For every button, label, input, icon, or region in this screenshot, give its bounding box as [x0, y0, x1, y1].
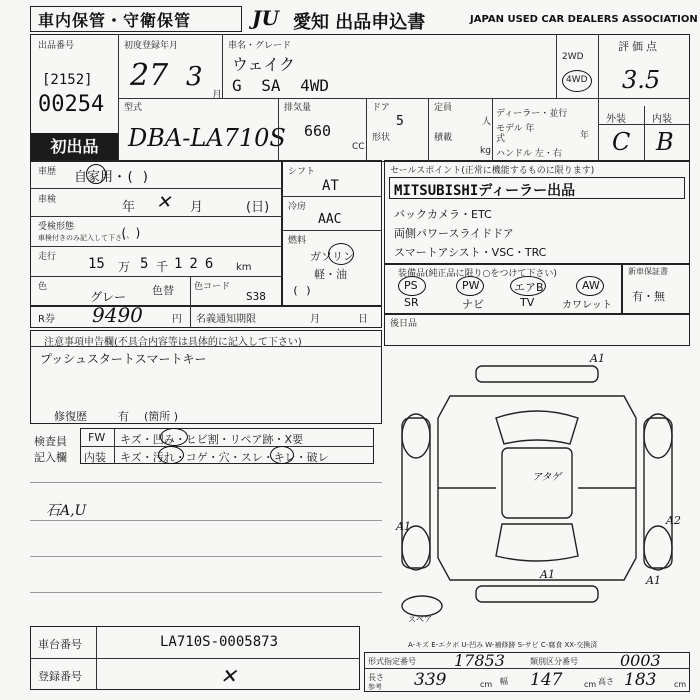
car-name: ウェイク — [232, 55, 296, 74]
shift-label: シフト — [288, 167, 316, 177]
height-label: 高さ — [598, 677, 614, 686]
height-value: 183 — [624, 670, 657, 690]
damage-legend: A-キズ E-エクボ U-凹み W-補修跡 S-サビ C-腐食 XX-交換済 — [408, 641, 598, 649]
rule-line — [30, 520, 382, 521]
divider — [598, 124, 690, 125]
type-no-label: 形式指定番号 — [368, 657, 416, 666]
fw-label: FW — [88, 431, 106, 444]
wheel-rear-right — [644, 526, 672, 570]
car-right-side — [644, 418, 672, 568]
fuel-paren: ( ) — [292, 284, 312, 297]
divider — [278, 98, 279, 162]
rule-line — [30, 556, 382, 557]
repair-label: 修復歴 — [54, 410, 87, 423]
repair-value: 有 — [118, 410, 129, 423]
width-label: 幅 — [500, 677, 508, 686]
selling-points-label: セールスポイント(正常に機能するものに限ります) — [390, 166, 595, 176]
exterior-label: 外装 — [606, 114, 626, 125]
checker-label-1: 検査員 — [34, 435, 67, 448]
selling-point-2: バックカメラ・ETC — [394, 208, 492, 221]
car-rear-window — [496, 524, 578, 561]
interior-label: 内装 — [652, 114, 672, 125]
mileage-rest: 126 — [174, 256, 221, 272]
checker-note: 石A,U — [46, 503, 87, 519]
aw-circle — [576, 276, 604, 296]
ps-circle — [398, 276, 426, 296]
width-unit: cm — [584, 680, 597, 689]
displacement-label: 排気量 — [284, 103, 312, 113]
shift-value: AT — [322, 178, 339, 194]
wheel-front-right — [644, 414, 672, 458]
divider — [30, 658, 360, 659]
registration-label: 初度登録年月 — [124, 41, 179, 51]
inspection-year-unit: 年 — [122, 200, 136, 215]
car-left-side — [402, 418, 430, 568]
car-windshield — [496, 411, 578, 444]
notice-day: 日 — [358, 314, 368, 325]
remarks-box — [384, 314, 690, 346]
damage-mark-rear-right: A1 — [646, 574, 661, 587]
reg-label: 登録番号 — [38, 670, 82, 683]
class-no-value: 0003 — [620, 651, 661, 670]
mileage-sen: 5 — [140, 256, 149, 272]
pw-circle — [456, 276, 484, 296]
fuel-diesel: 軽・油 — [314, 268, 347, 281]
payload-label: 積載 — [434, 133, 453, 143]
history-value: 自家用・( ) — [74, 170, 150, 185]
car-grade: G SA 4WD — [232, 76, 330, 95]
stain-circle — [158, 446, 184, 464]
equipment-label: 装備品(純正品に限り○をつけて下さい) — [398, 269, 557, 279]
mileage-man-unit: 万 — [118, 260, 131, 274]
capacity-unit: 人 — [482, 117, 492, 127]
recycle-unit: 円 — [172, 314, 182, 325]
form-title: 愛知 出品申込書 — [293, 12, 426, 33]
divider — [366, 98, 367, 162]
divider — [428, 98, 429, 162]
damage-mark-right: A2 — [666, 514, 681, 527]
equipment-aw: AW — [582, 279, 600, 292]
mileage-sen-unit: 千 — [156, 260, 169, 274]
model-year-label: モデル 年式 — [496, 124, 535, 144]
length-label: 長さ — [368, 673, 384, 682]
length-unit: cm — [480, 680, 493, 689]
length-value: 339 — [414, 670, 447, 690]
first-listing-badge: 初出品 — [31, 133, 118, 161]
capacity-label: 定員 — [434, 103, 453, 113]
fuel-label: 燃料 — [288, 236, 307, 246]
airbag-circle — [510, 276, 546, 296]
payload-unit: kg — [480, 146, 491, 156]
exterior-grade: C — [612, 128, 631, 156]
inspection-month-unit: 月 — [190, 200, 204, 215]
divider — [30, 246, 282, 247]
history-label: 車歴 — [38, 167, 57, 177]
model-value: DBA-LA710S — [128, 124, 286, 152]
selling-point-1: MITSUBISHIディーラー出品 — [394, 183, 576, 199]
divider — [118, 98, 690, 99]
equipment-sr: SR — [404, 296, 419, 309]
transfer-paren: ( ) — [120, 226, 142, 240]
warranty-label: 新車保証書 — [628, 267, 668, 276]
interior-check-label: 内装 — [84, 451, 106, 464]
equipment-wallet: カワレット — [562, 300, 612, 311]
fw-text: キズ・凹み・ヒビ割・リペア跡・X要 — [120, 433, 304, 446]
ju-logo: JU — [252, 6, 279, 30]
spare-tire — [402, 596, 442, 616]
rating-label: 評価点 — [618, 40, 660, 53]
caution-label: 注意事項申告欄(不具合内容等は具体的に記入して下さい) — [44, 337, 302, 348]
mileage-man: 15 — [88, 256, 105, 272]
scuff-circle — [270, 446, 294, 464]
rule-line — [30, 482, 382, 483]
recycle-label: R券 — [38, 314, 55, 325]
selling-point-3: 両側パワースライドドア — [394, 227, 514, 240]
color-change-label: 色替 — [152, 284, 174, 297]
divider — [190, 276, 191, 306]
ac-value: AAC — [318, 212, 342, 227]
divider — [492, 98, 493, 162]
association-name: JAPAN USED CAR DEALERS ASSOCIATION — [470, 14, 698, 25]
notice-label: 名義通知期限 — [196, 314, 256, 325]
transfer-note: 車検付きのみ記入して下さい — [38, 234, 129, 242]
selling-point-4: スマートアシスト・VSC・TRC — [394, 246, 547, 259]
ref-label: 参考 — [368, 683, 382, 691]
inspection-label: 車検 — [38, 195, 57, 205]
car-front-bumper — [476, 366, 598, 382]
car-rear-bumper — [476, 586, 598, 602]
recycle-value: 9490 — [92, 303, 143, 327]
interior-check-text: キズ・汚れ・コゲ・穴・スレ・キレ・破レ — [120, 451, 329, 464]
divider — [556, 34, 557, 98]
mileage-unit: km — [236, 262, 252, 273]
door-value: 5 — [396, 114, 404, 129]
handle-label: ハンドル 左・右 — [496, 149, 562, 159]
car-damage-diagram — [384, 348, 690, 628]
divider — [222, 34, 223, 98]
car-name-label: 車名・グレード — [228, 41, 292, 51]
rating-score: 3.5 — [622, 66, 661, 94]
dealer-label: ディーラー・並行 — [496, 109, 568, 119]
divider — [30, 346, 382, 347]
divider — [598, 34, 599, 162]
registration-month: 3 — [186, 62, 203, 92]
equipment-pw: PW — [462, 279, 480, 292]
model-label: 型式 — [124, 103, 143, 113]
damage-mark-left: A1 — [396, 520, 411, 533]
equipment-navi: ナビ — [462, 298, 484, 311]
divider — [190, 306, 191, 328]
transfer-label: 受検形態 — [38, 222, 75, 232]
remarks-label: 後日品 — [390, 319, 418, 329]
equipment-ps: PS — [404, 279, 418, 292]
height-unit: cm — [674, 680, 687, 689]
listing-no-label: 出品番号 — [38, 41, 75, 51]
divider — [30, 276, 282, 277]
caution-text: プッシュスタートスマートキー — [40, 352, 207, 366]
drive-2wd-label: 2WD — [562, 52, 584, 62]
ac-label: 冷房 — [288, 202, 307, 212]
repair-paren: (箇所 ) — [144, 410, 179, 423]
equipment-tv: TV — [520, 296, 535, 309]
damage-mark-roof: アタゲ — [532, 472, 562, 483]
reg-value: ✕ — [220, 664, 237, 688]
rule-line — [30, 592, 382, 593]
keep-status-text: 車内保管・守衛保管 — [38, 11, 192, 30]
type-no-value: 17853 — [454, 651, 505, 670]
warranty-value: 有・無 — [632, 290, 665, 303]
displacement-unit: CC — [352, 142, 365, 152]
listing-bracket: [2152] — [42, 72, 93, 88]
width-value: 147 — [530, 670, 563, 690]
divider — [30, 188, 282, 189]
fuel-gasoline-circle — [328, 243, 354, 265]
divider — [114, 428, 115, 464]
chassis-value: LA710S-0005873 — [160, 634, 279, 650]
divider — [30, 216, 282, 217]
checker-label-2: 記入欄 — [34, 451, 67, 464]
shape-label: 形状 — [372, 133, 391, 143]
color-code: S38 — [246, 290, 266, 303]
equipment-airbag: エアB — [514, 281, 544, 294]
color-code-label: 色コード — [194, 282, 231, 292]
damage-mark-rear: A1 — [540, 568, 555, 581]
year-unit: 年 — [580, 131, 590, 141]
divider — [644, 106, 645, 162]
interior-grade: B — [656, 128, 674, 156]
color-value: グレー — [90, 290, 127, 304]
chassis-label: 車台番号 — [38, 638, 82, 651]
notice-month: 月 — [310, 314, 320, 325]
drive-4wd-value: 4WD — [566, 75, 588, 85]
door-label: ドア — [372, 103, 390, 113]
car-roof — [502, 448, 572, 518]
fuel-gasoline: ガソリン — [310, 250, 354, 263]
spare-label: スペア — [408, 615, 432, 624]
dent-circle — [160, 428, 188, 446]
color-label: 色 — [38, 282, 48, 292]
divider — [282, 196, 382, 197]
wheel-front-left — [402, 414, 430, 458]
displacement-value: 660 — [304, 122, 332, 140]
divider — [282, 230, 382, 231]
private-use-circle — [86, 164, 106, 184]
inspection-day-unit: (日) — [246, 200, 270, 215]
class-no-label: 類別区分番号 — [530, 657, 578, 666]
registration-month-unit: 月 — [212, 90, 222, 101]
damage-mark-front: A1 — [590, 352, 605, 365]
registration-year: 27 — [130, 58, 169, 93]
mileage-label: 走行 — [38, 252, 57, 262]
listing-number: 00254 — [38, 92, 105, 117]
inspection-mark: ✕ — [156, 192, 172, 213]
